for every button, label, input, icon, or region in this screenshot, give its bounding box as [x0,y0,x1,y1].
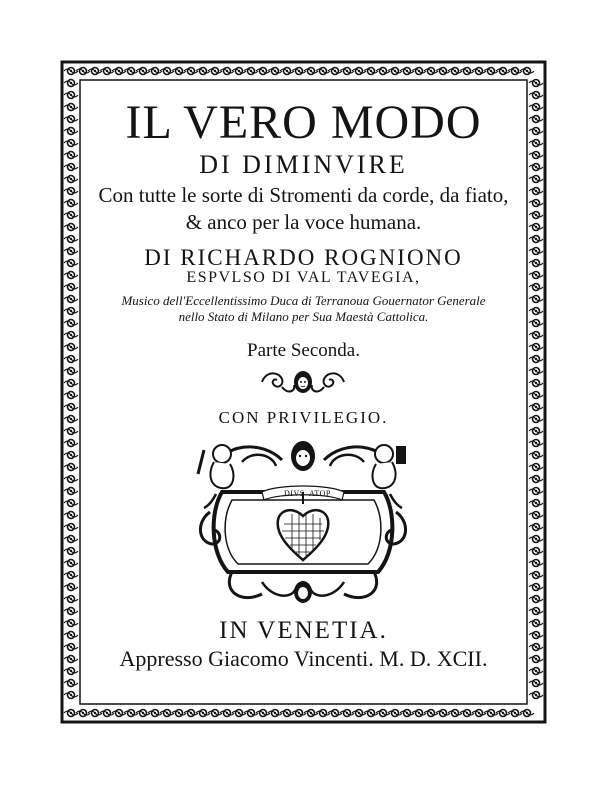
subtitle-line-2: & anco per la voce humana. [185,210,422,234]
imprint-line: Appresso Giacomo Vincenti. M. D. XCII. [119,646,488,671]
author-line: DI RICHARDO ROGNIONO [144,245,463,270]
emblem-motto-left: DIVS [284,489,305,498]
author-description-line-2: nello Stato di Milano per Sua Maestà Cattolica. [178,309,429,324]
emblem-motto-right: ATOP [309,489,331,498]
privilege-line: CON PRIVILEGIO. [218,408,389,427]
title-line-2: DI DIMINVIRE [199,150,408,179]
printer-emblem [192,432,414,612]
part-label: Parte Seconda. [247,340,360,361]
author-origin: ESPVLSO DI VAL TAVEGIA, [186,269,421,286]
subtitle-line-1: Con tutte le sorte di Stromenti da corde, da fiato, [98,183,509,207]
place-line: IN VENETIA. [219,617,388,644]
author-description-line-1: Musico dell'Eccellentissimo Duca di Terranoua Gouernator Generale [121,293,486,308]
title-line-1: IL VERO MODO [125,96,482,149]
cherub-head-ornament [258,367,348,397]
